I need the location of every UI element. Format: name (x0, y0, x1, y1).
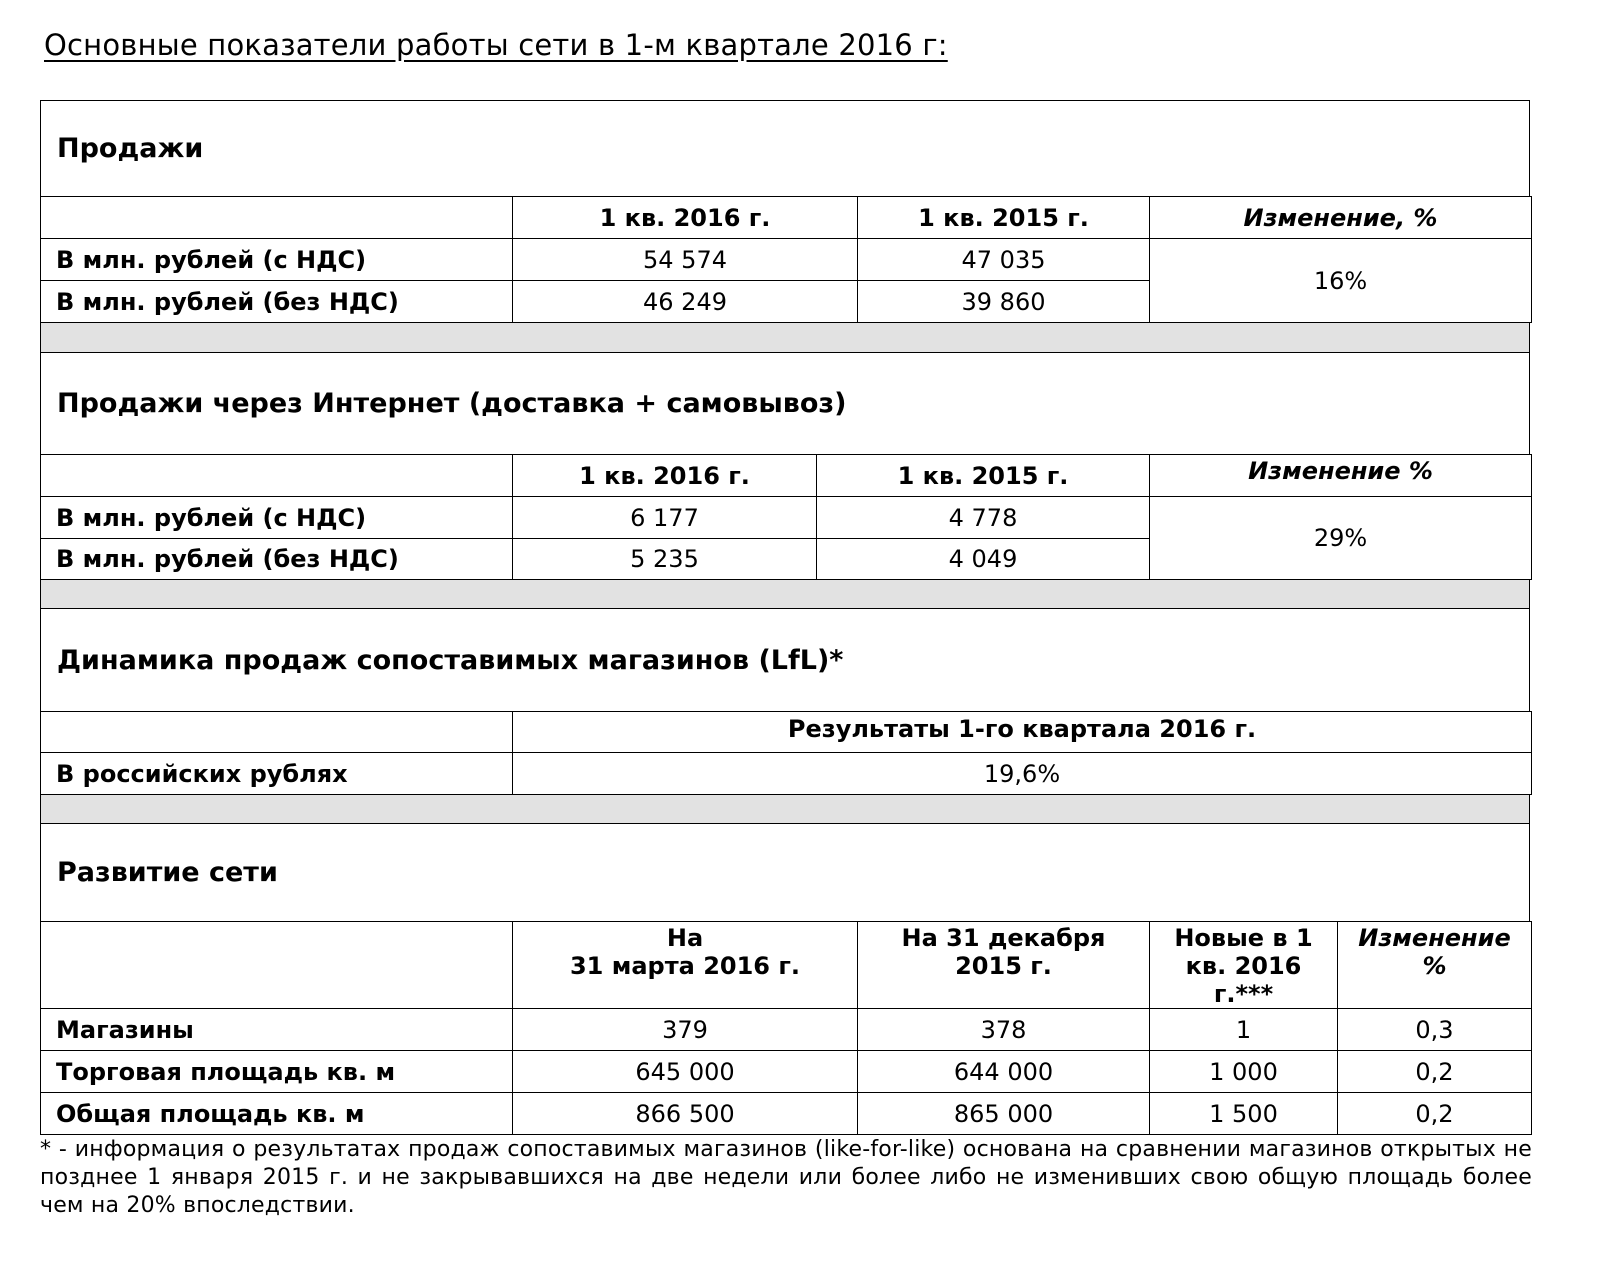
network-col-december-line1: На 31 декабря (901, 924, 1106, 952)
lfl-row-value: 19,6% (513, 753, 1532, 795)
network-row3-march: 866 500 (513, 1093, 858, 1135)
sales-row1-2015: 47 035 (858, 239, 1150, 281)
sales-row2-2015: 39 860 (858, 281, 1150, 323)
network-heading: Развитие сети (57, 857, 278, 888)
lfl-row-label: В российских рублях (41, 753, 513, 795)
network-row1-label: Магазины (41, 1009, 513, 1051)
sales-heading: Продажи (57, 133, 204, 164)
sales-row2-2016: 46 249 (513, 281, 858, 323)
online-col-2016: 1 кв. 2016 г. (513, 455, 817, 497)
page-title: Основные показатели работы сети в 1-м квартале 2016 г: (44, 28, 948, 62)
section-separator (40, 323, 1530, 353)
network-table (40, 921, 1532, 1135)
online-row2-2016: 5 235 (513, 539, 817, 580)
network-col-change: Изменение % (1338, 922, 1532, 1009)
network-row3-change: 0,2 (1338, 1093, 1532, 1135)
network-col-march-line2: 31 марта 2016 г. (569, 952, 800, 980)
online-row2-2015: 4 049 (817, 539, 1150, 580)
network-row3-december: 865 000 (858, 1093, 1150, 1135)
network-col-december-line2: 2015 г. (955, 952, 1052, 980)
online-row2-label: В млн. рублей (без НДС) (41, 539, 513, 580)
network-col-march (513, 922, 858, 1009)
network-row2-december: 644 000 (858, 1051, 1150, 1093)
lfl-table (40, 711, 1532, 795)
online-corner (41, 455, 513, 497)
lfl-col-result: Результаты 1-го квартала 2016 г. (513, 712, 1532, 753)
sales-table (40, 196, 1532, 323)
table-row (41, 239, 1532, 281)
network-row1-new: 1 (1150, 1009, 1338, 1051)
online-col-change: Изменение % (1150, 455, 1532, 497)
network-row3-label: Общая площадь кв. м (41, 1093, 513, 1135)
network-col-new: Новые в 1 кв. 2016 г.*** (1150, 922, 1338, 1009)
indicators-frame (40, 100, 1530, 1136)
sales-row1-2016: 54 574 (513, 239, 858, 281)
sales-row1-label: В млн. рублей (с НДС) (41, 239, 513, 281)
online-col-2015: 1 кв. 2015 г. (817, 455, 1150, 497)
footnote: * - информация о результатах продаж сопоставимых магазинов (like-for-like) основана на сравнении магазинов открытых не позднее 1 января 2015 г. и не закрывавшихся на две недели или более либо не изменивших свою общую площадь более чем на 20% впоследствии. (40, 1137, 1532, 1218)
section-separator (40, 580, 1530, 609)
section-separator (40, 795, 1530, 824)
table-row (41, 753, 1532, 795)
sales-corner (41, 197, 513, 239)
network-row1-december: 378 (858, 1009, 1150, 1051)
online-row1-label: В млн. рублей (с НДС) (41, 497, 513, 539)
network-section-header (40, 823, 1530, 922)
online-row1-2016: 6 177 (513, 497, 817, 539)
online-heading: Продажи через Интернет (доставка + самовывоз) (57, 388, 847, 419)
sales-section-header (40, 100, 1530, 197)
sales-col-2015: 1 кв. 2015 г. (858, 197, 1150, 239)
network-row2-change: 0,2 (1338, 1051, 1532, 1093)
network-col-december (858, 922, 1150, 1009)
network-row3-new: 1 500 (1150, 1093, 1338, 1135)
lfl-heading: Динамика продаж сопоставимых магазинов (LfL)* (57, 644, 844, 676)
lfl-corner (41, 712, 513, 753)
table-row (41, 1093, 1532, 1135)
sales-change: 16% (1150, 239, 1532, 323)
network-row2-new: 1 000 (1150, 1051, 1338, 1093)
sales-col-change: Изменение, % (1150, 197, 1532, 239)
online-change: 29% (1150, 497, 1532, 580)
network-row2-label: Торговая площадь кв. м (41, 1051, 513, 1093)
lfl-section-header (40, 608, 1530, 712)
table-row (41, 1009, 1532, 1051)
online-table (40, 454, 1532, 580)
table-row (41, 497, 1532, 539)
sales-row2-label: В млн. рублей (без НДС) (41, 281, 513, 323)
online-row1-2015: 4 778 (817, 497, 1150, 539)
online-section-header (40, 352, 1530, 455)
network-row2-march: 645 000 (513, 1051, 858, 1093)
network-col-march-line1: На (666, 924, 704, 952)
network-row1-change: 0,3 (1338, 1009, 1532, 1051)
network-corner (41, 922, 513, 1009)
network-row1-march: 379 (513, 1009, 858, 1051)
sales-col-2016: 1 кв. 2016 г. (513, 197, 858, 239)
table-row (41, 1051, 1532, 1093)
